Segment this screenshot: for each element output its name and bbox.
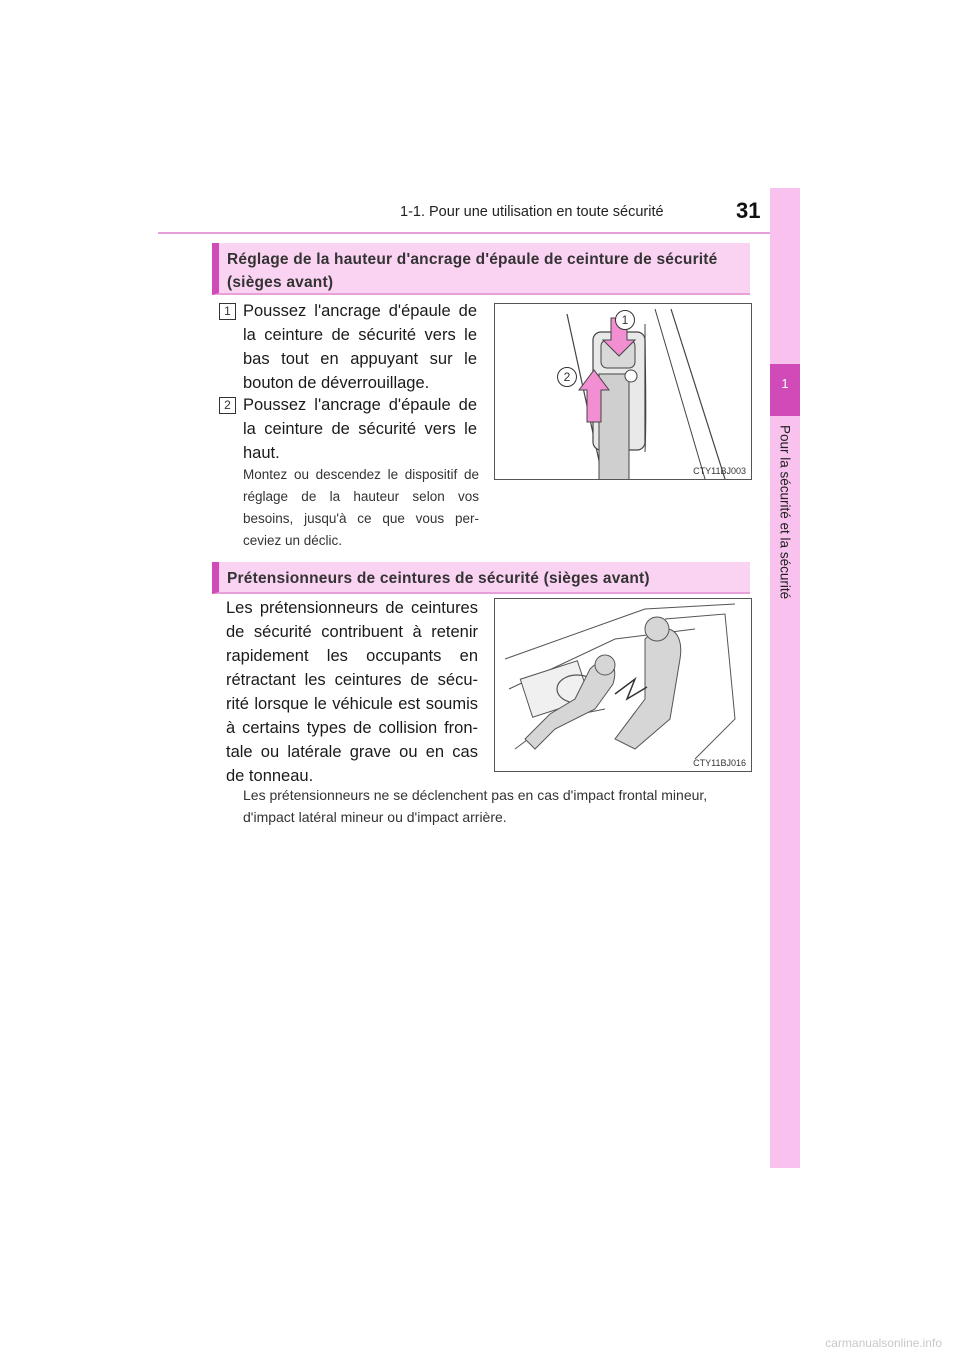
step-number-1: 1 [219,303,236,320]
figure-shoulder-anchor [494,303,752,480]
figure-pretensioner [494,598,752,772]
section-heading-anchor-adjust: Réglage de la hauteur d'ancrage d'épaule de ceinture de sécurité (sièges avant) [212,243,750,295]
step-number-2: 2 [219,397,236,414]
figure-code-2: CTY11BJ016 [693,758,746,768]
figure-code: CTY11BJ003 [693,466,746,476]
pretensioner-body: Les prétensionneurs de ceintures de sécurité contribuent à retenir rapidement les occupants en rétractant les ceintures de sécu-rité lorsque le véhicule est soumis à certains types de collision fron-tale ou latérale grave ou en cas de tonneau. [226,599,478,785]
page-number: 31 [736,198,761,223]
chapter-label: Pour la sécurité et la sécurité [777,425,793,600]
watermark: carmanualsonline.info [825,1336,942,1350]
running-header-title: 1-1. Pour une utilisation en toute sécurité [400,204,664,220]
chapter-number: 1 [781,376,789,391]
adjust-note: Montez ou descendez le dispositif de réglage de la hauteur selon vos besoins, jusqu'à ce que vous per-ceviez un déclic. [243,467,479,548]
chapter-side-tab [770,188,800,1168]
step-text-1: Poussez l'ancrage d'épaule de la ceinture de sécurité vers le bas tout en appuyant sur le bouton de déverrouillage. [243,302,477,392]
section-heading-pretensioners: Prétensionneurs de ceintures de sécurité (sièges avant) [212,562,750,594]
step-text-2: Poussez l'ancrage d'épaule de la ceinture de sécurité vers le haut. [243,396,477,462]
shoulder-anchor-illustration [495,304,751,479]
pretensioner-note: Les prétensionneurs ne se déclenchent pas en cas d'impact frontal mineur, d'impact latéral mineur ou d'impact arrière. [243,787,708,825]
header-rule [158,232,770,234]
car-interior-illustration [495,599,751,771]
callout-1: 1 [615,310,635,330]
callout-2: 2 [557,367,577,387]
